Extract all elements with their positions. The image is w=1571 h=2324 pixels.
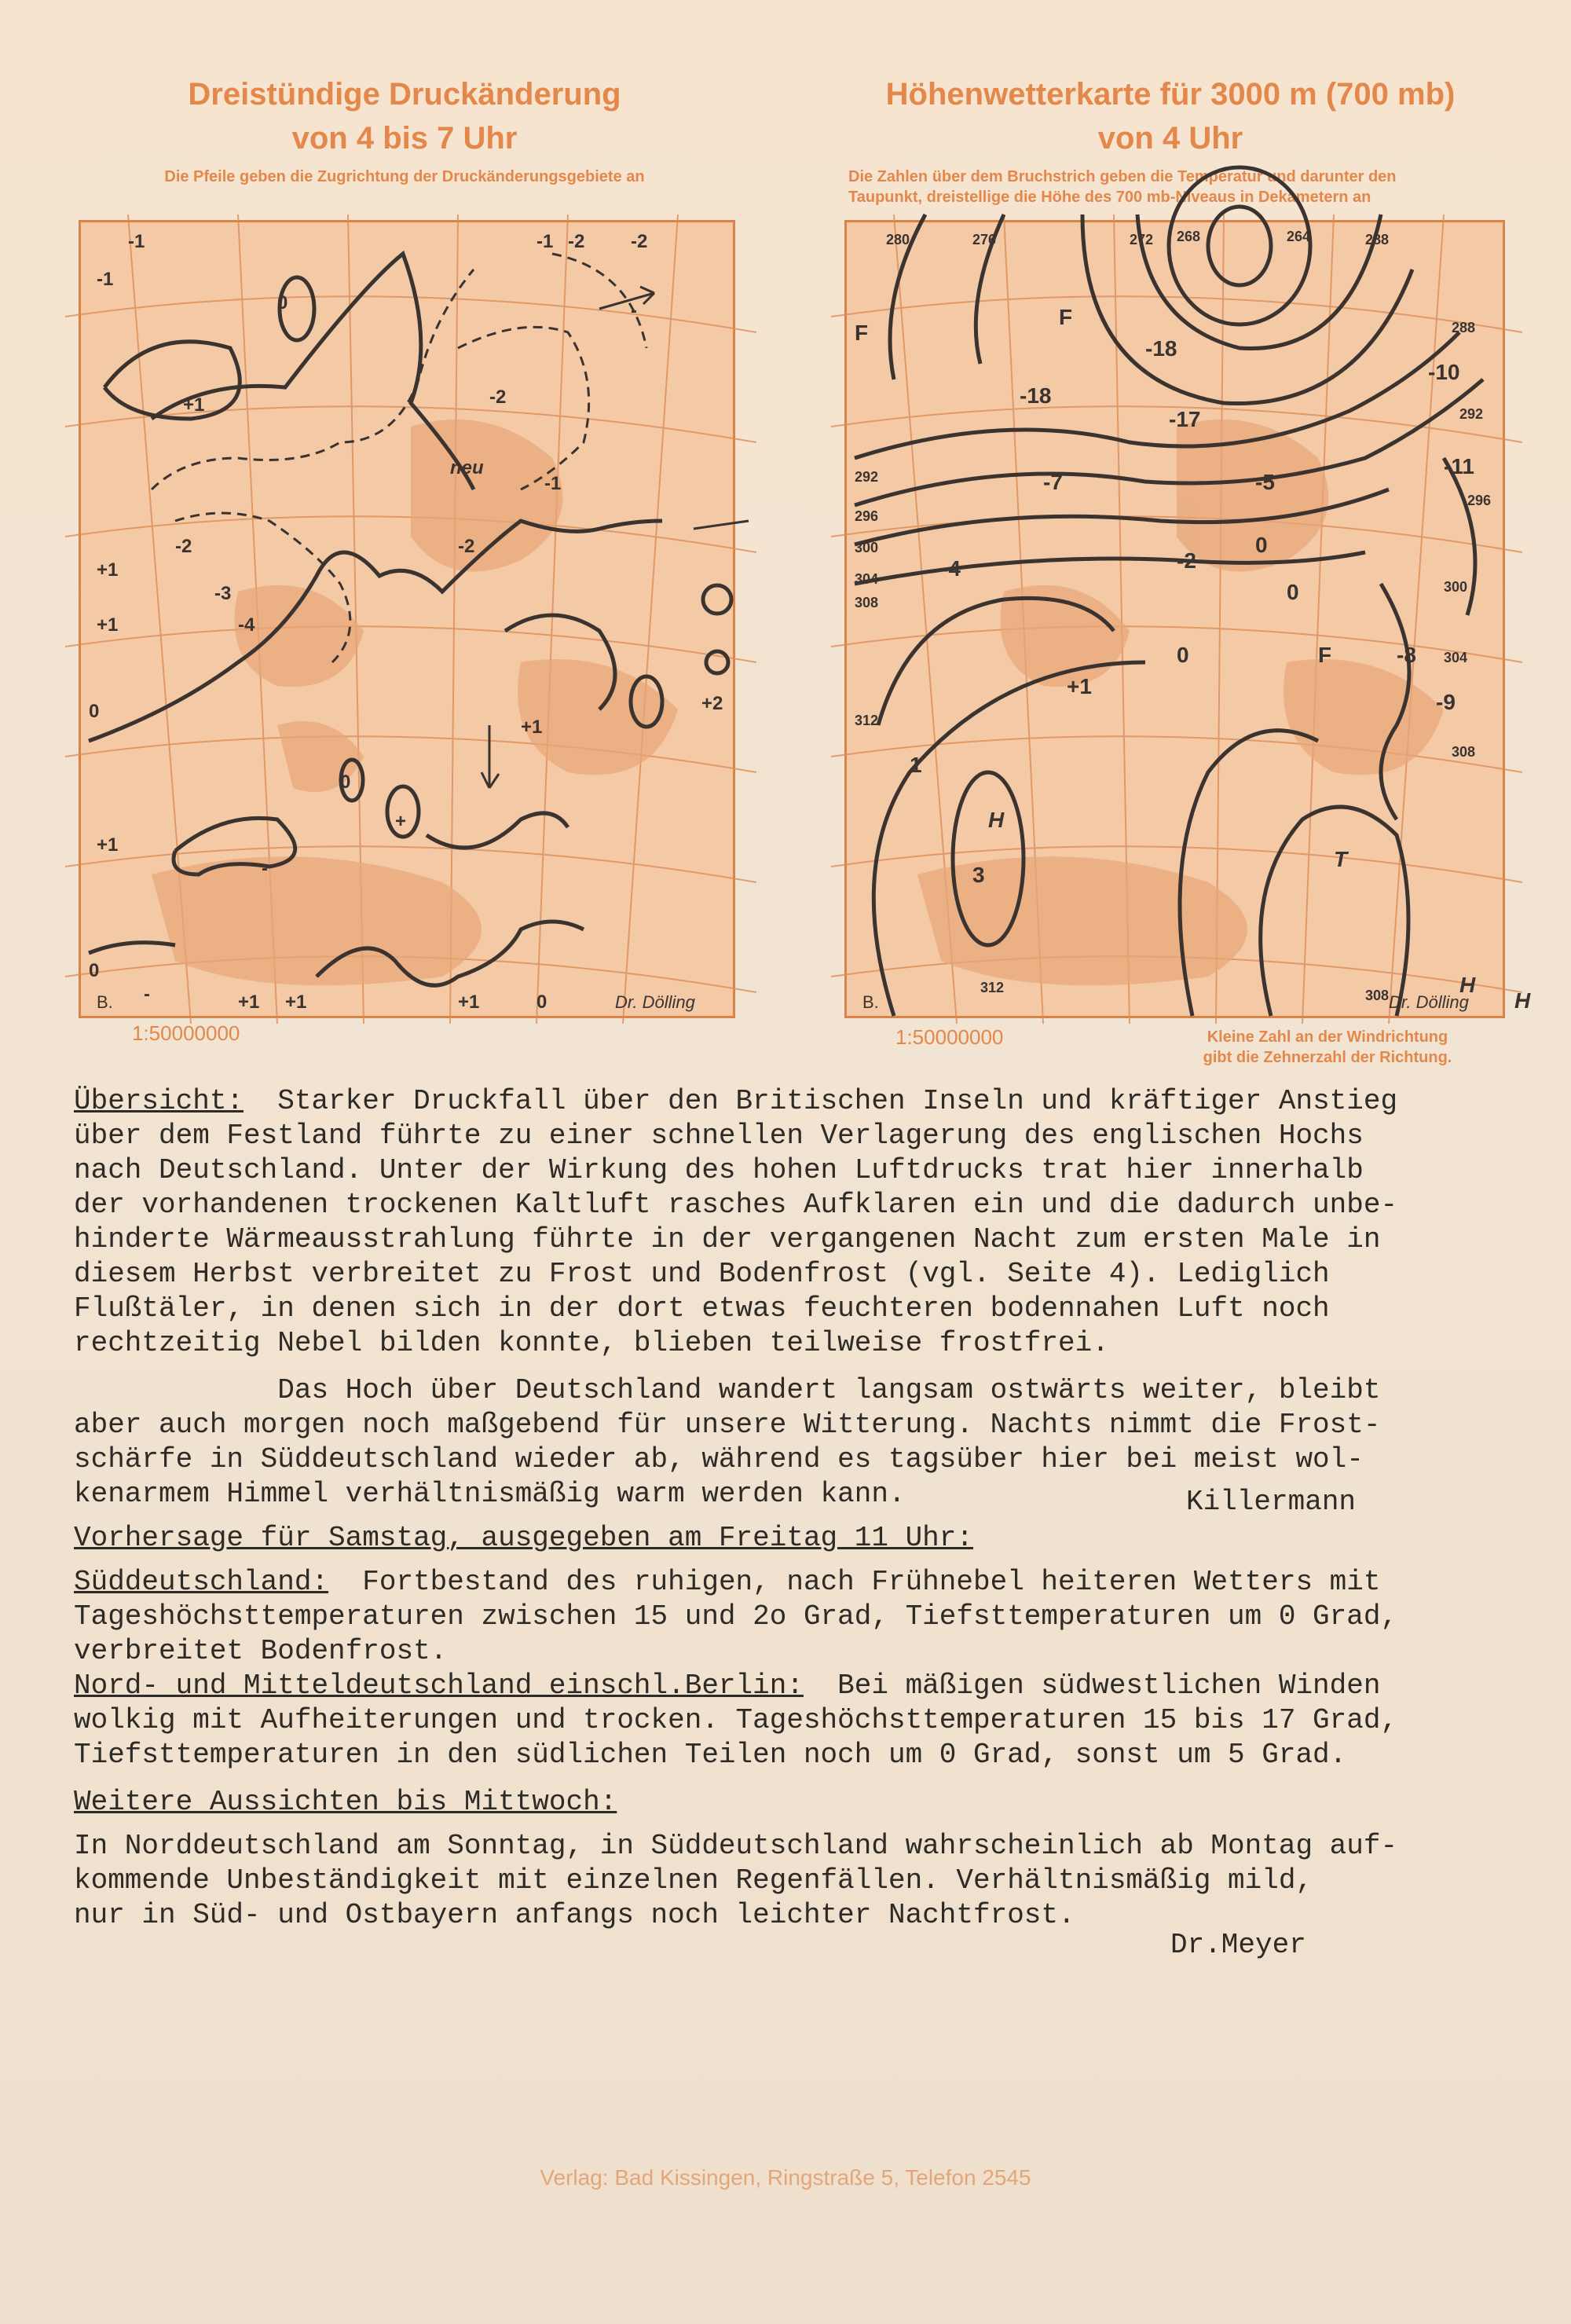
- uebersicht-line5: hinderte Wärmeausstrahlung führte in der vergangenen Nacht zum ersten Male in: [74, 1223, 1381, 1255]
- svg-text:-10: -10: [1428, 360, 1460, 384]
- svg-text:304: 304: [1444, 650, 1468, 665]
- svg-text:-5: -5: [1255, 470, 1275, 494]
- svg-text:+1: +1: [285, 992, 307, 1013]
- right-map-corner-label: B.: [862, 992, 879, 1012]
- para2-line2: aber auch morgen noch maßgebend für unsere Witterung. Nachts nimmt die Frost-: [74, 1409, 1381, 1441]
- svg-text:1: 1: [910, 753, 922, 777]
- right-map-subtitle-line2: Taupunkt, dreistellige die Höhe des 700 mb-Niveaus in Dekametern an: [848, 189, 1371, 206]
- svg-text:-1: -1: [544, 473, 562, 494]
- wind-note-line1: Kleine Zahl an der Windrichtung: [1207, 1028, 1448, 1046]
- svg-text:288: 288: [1452, 320, 1476, 335]
- svg-text:268: 268: [1177, 229, 1201, 244]
- upper-air-map-drawing: [847, 222, 1531, 1016]
- aussichten-heading: Weitere Aussichten bis Mittwoch:: [74, 1786, 617, 1818]
- svg-text:272: 272: [1130, 232, 1154, 247]
- uebersicht-line2: über dem Festland führte zu einer schnellen Verlagerung des englischen Hochs: [74, 1120, 1364, 1152]
- aussichten-line2: kommende Unbeständigkeit mit einzelnen Regenfällen. Verhältnismäßig mild,: [74, 1864, 1313, 1897]
- wind-direction-note: [1155, 1027, 1500, 1068]
- svg-text:0: 0: [1287, 580, 1299, 604]
- svg-text:308: 308: [1452, 744, 1476, 760]
- svg-text:+1: +1: [97, 834, 119, 856]
- publisher-footer: Verlag: Bad Kissingen, Ringstraße 5, Telefon 2545: [540, 2165, 1031, 2190]
- svg-text:H: H: [1514, 988, 1531, 1013]
- svg-text:-4: -4: [941, 556, 961, 581]
- svg-text:-17: -17: [1169, 407, 1201, 431]
- svg-text:276: 276: [972, 232, 997, 247]
- svg-text:-1: -1: [128, 231, 145, 252]
- nord-line2: wolkig mit Aufheiterungen und trocken. Tageshöchsttemperaturen 15 bis 17 Grad,: [74, 1704, 1398, 1736]
- svg-text:-2: -2: [1177, 548, 1196, 573]
- right-map-scale: 1:50000000: [895, 1025, 1004, 1049]
- svg-text:312: 312: [980, 980, 1005, 995]
- wind-note-line2: gibt die Zehnerzahl der Richtung.: [1203, 1049, 1452, 1066]
- svg-text:0: 0: [536, 992, 547, 1013]
- svg-text:-: -: [631, 300, 637, 321]
- right-map-subtitle-line1: Die Zahlen über dem Bruchstrich geben die Temperatur und darunter den: [848, 168, 1397, 185]
- uebersicht-line3: nach Deutschland. Unter der Wirkung des hohen Luftdrucks trat hier innerhalb: [74, 1154, 1364, 1186]
- svg-text:0: 0: [1255, 533, 1268, 557]
- svg-text:+1: +1: [97, 559, 119, 581]
- right-map-title: Höhenwetterkarte für 3000 m (700 mb): [885, 77, 1456, 112]
- svg-text:0: 0: [340, 772, 351, 793]
- svg-text:312: 312: [855, 713, 879, 728]
- svg-text:-: -: [144, 984, 150, 1005]
- svg-text:288: 288: [1365, 232, 1390, 247]
- svg-text:3: 3: [972, 863, 985, 887]
- svg-text:292: 292: [855, 469, 879, 485]
- svg-text:292: 292: [1459, 406, 1484, 422]
- para2-line3: schärfe in Süddeutschland wieder ab, während es tagsüber hier bei meist wol-: [74, 1443, 1364, 1475]
- svg-text:-1: -1: [536, 231, 554, 252]
- svg-text:F: F: [855, 321, 869, 345]
- svg-text:F: F: [1059, 305, 1073, 329]
- svg-text:0: 0: [1177, 643, 1189, 667]
- sued-text: Fortbestand des ruhigen, nach Frühnebel heiteren Wetters mit: [328, 1566, 1381, 1598]
- signature-killermann: Killermann: [1186, 1486, 1357, 1518]
- svg-text:H: H: [988, 808, 1005, 832]
- para2-line4: kenarmem Himmel verhältnismäßig warm werden kann.: [74, 1478, 906, 1510]
- uebersicht-heading: Übersicht:: [74, 1085, 244, 1117]
- svg-text:304: 304: [855, 571, 879, 587]
- left-map-scale: 1:50000000: [132, 1021, 240, 1045]
- nord-heading: Nord- und Mitteldeutschland einschl.Berlin:: [74, 1670, 804, 1702]
- left-map-author: Dr. Dölling: [615, 992, 695, 1012]
- left-map-subtitle: Die Pfeile geben die Zugrichtung der Druckänderungsgebiete an: [164, 168, 645, 185]
- svg-text:F: F: [1318, 643, 1332, 667]
- upper-air-map: [844, 220, 1531, 1018]
- svg-text:-2: -2: [631, 231, 648, 252]
- svg-text:+1: +1: [521, 717, 543, 738]
- svg-text:308: 308: [855, 595, 879, 610]
- signature-meyer: Dr.Meyer: [1170, 1929, 1306, 1961]
- svg-text:+1: +1: [97, 614, 119, 636]
- uebersicht-text: Starker Druckfall über den Britischen Inseln und kräftiger Anstieg: [244, 1085, 1398, 1117]
- svg-text:264: 264: [1287, 229, 1311, 244]
- svg-text:-8: -8: [1397, 643, 1416, 667]
- svg-text:-18: -18: [1020, 383, 1052, 408]
- nord-line3: Tiefsttemperaturen in den südlichen Teilen noch um 0 Grad, sonst um 5 Grad.: [74, 1739, 1347, 1771]
- svg-text:-2: -2: [458, 536, 475, 557]
- svg-text:-4: -4: [238, 614, 255, 636]
- uebersicht-line7: Flußtäler, in denen sich in der dort etwas feuchteren bodennahen Luft noch: [74, 1292, 1330, 1325]
- sued-heading: Süddeutschland:: [74, 1566, 329, 1598]
- aussichten-line3: nur in Süd- und Ostbayern anfangs noch leichter Nachtfrost.: [74, 1899, 1075, 1931]
- svg-text:300: 300: [1444, 579, 1468, 595]
- svg-text:neu: neu: [450, 457, 484, 478]
- svg-text:308: 308: [1365, 988, 1390, 1003]
- left-map-header: [79, 72, 731, 187]
- nord-line1: [74, 1669, 1511, 1703]
- svg-text:0: 0: [89, 701, 100, 722]
- svg-text:+1: +1: [1067, 674, 1092, 698]
- svg-text:-2: -2: [489, 387, 507, 408]
- right-map-author: Dr. Dölling: [1389, 992, 1469, 1012]
- uebersicht-line6: diesem Herbst verbreitet zu Frost und Bodenfrost (vgl. Seite 4). Lediglich: [74, 1258, 1330, 1290]
- pressure-change-map-drawing: [81, 222, 733, 1016]
- right-map-header: [840, 72, 1500, 207]
- left-map-title-time: von 4 bis 7 Uhr: [291, 121, 518, 156]
- svg-text:-9: -9: [1436, 690, 1456, 714]
- svg-text:+1: +1: [238, 992, 260, 1013]
- svg-text:T: T: [1334, 847, 1348, 871]
- svg-text:+2: +2: [701, 693, 723, 714]
- svg-text:+1: +1: [183, 394, 205, 416]
- uebersicht-line4: der vorhandenen trockenen Kaltluft rasches Aufklaren ein und die dadurch unbe-: [74, 1189, 1398, 1221]
- sued-line3: verbreitet Bodenfrost.: [74, 1635, 448, 1667]
- svg-text:-2: -2: [568, 231, 585, 252]
- svg-text:-1: -1: [97, 269, 114, 290]
- svg-text:0: 0: [89, 960, 100, 981]
- vorhersage-heading: Vorhersage für Samstag, ausgegeben am Freitag 11 Uhr:: [74, 1522, 973, 1554]
- left-map-title: Dreistündige Druckänderung: [188, 77, 621, 112]
- svg-text:280: 280: [886, 232, 910, 247]
- pressure-change-map: [79, 220, 735, 1018]
- uebersicht-line1: [74, 1084, 1511, 1119]
- svg-text:0: 0: [277, 292, 288, 313]
- svg-text:-11: -11: [1444, 454, 1474, 478]
- svg-text:-18: -18: [1145, 336, 1177, 361]
- aussichten-line1: In Norddeutschland am Sonntag, in Süddeutschland wahrscheinlich ab Montag auf-: [74, 1830, 1398, 1862]
- nord-text: Bei mäßigen südwestlichen Winden: [803, 1670, 1381, 1702]
- left-map-corner-label: B.: [97, 992, 113, 1012]
- right-map-title-time: von 4 Uhr: [1097, 121, 1243, 156]
- svg-text:+: +: [395, 811, 407, 832]
- uebersicht-line8: rechtzeitig Nebel bilden konnte, blieben teilweise frostfrei.: [74, 1327, 1109, 1359]
- svg-text:296: 296: [1467, 493, 1492, 508]
- svg-text:-: -: [262, 858, 268, 879]
- svg-text:-7: -7: [1043, 470, 1063, 494]
- sued-line2: Tageshöchsttemperaturen zwischen 15 und 2o Grad, Tiefsttemperaturen um 0 Grad,: [74, 1600, 1398, 1633]
- svg-text:+1: +1: [458, 992, 480, 1013]
- svg-text:296: 296: [855, 508, 879, 524]
- svg-text:H: H: [1459, 973, 1476, 997]
- svg-text:-3: -3: [214, 583, 232, 604]
- svg-text:300: 300: [855, 540, 879, 555]
- svg-text:-2: -2: [175, 536, 192, 557]
- sued-line1: [74, 1565, 1511, 1600]
- para2-line1: Das Hoch über Deutschland wandert langsam ostwärts weiter, bleibt: [74, 1374, 1381, 1406]
